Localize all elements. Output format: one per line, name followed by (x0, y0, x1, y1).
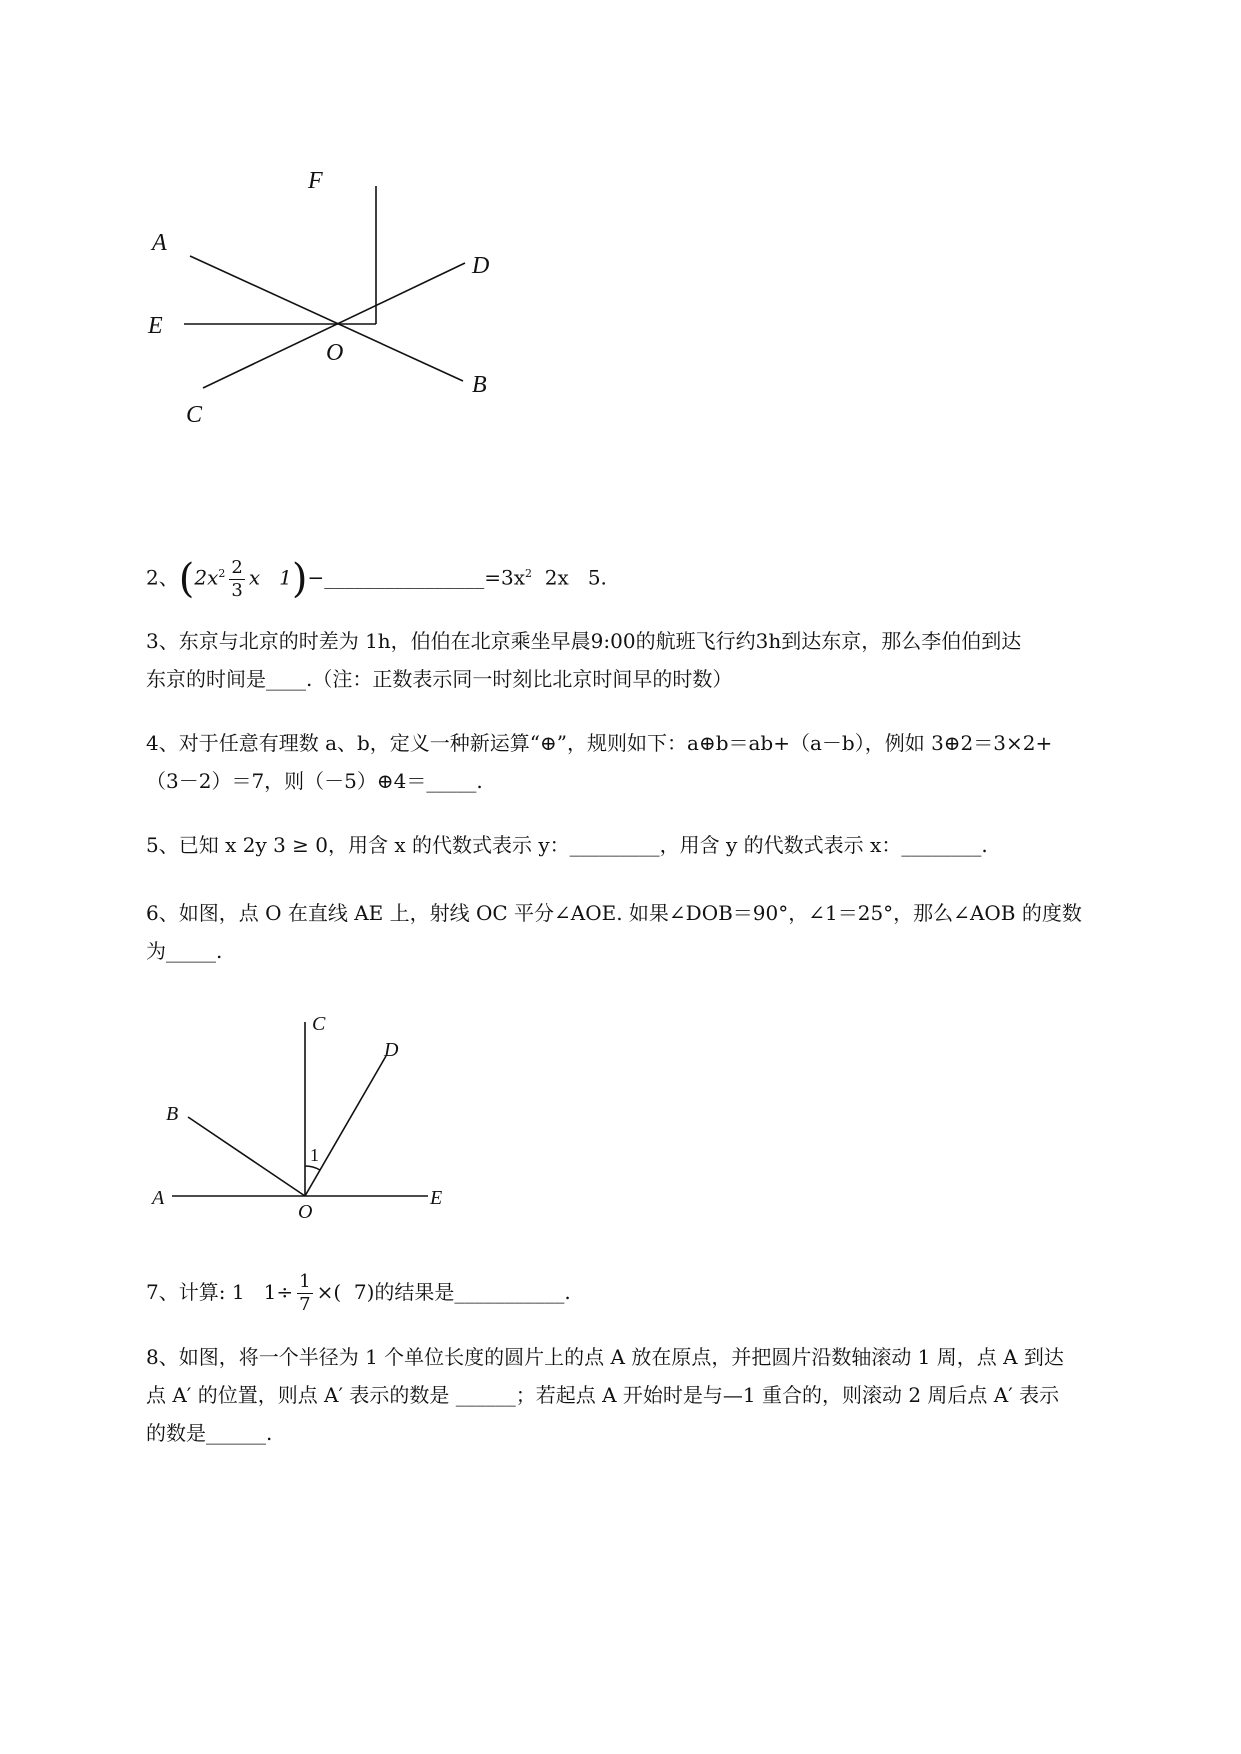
question-4 (146, 724, 1146, 800)
fraction-denominator: 3 (231, 579, 243, 601)
question-line: 东京的时间是____.（注：正数表示同一时刻比北京时间早的时数） (146, 667, 733, 691)
angle-1-arc (305, 1166, 320, 1170)
question-8 (146, 1338, 1146, 1452)
question-line: （3－2）＝7，则（－5）⊕4＝_____. (146, 769, 483, 793)
question-line: 3、东京与北京的时差为 1h，伯伯在北京乘坐早晨9:00的航班飞行约3h到达东京，那么李伯伯到达 (146, 629, 1022, 653)
fraction-two-thirds (229, 556, 244, 601)
fraction-one-seventh (297, 1273, 312, 1314)
question-number: 2、 (146, 565, 179, 590)
label-b: B (472, 372, 487, 398)
question-line: 5、已知 x 2y 3 ≥ 0，用含 x 的代数式表示 y：_________，用含 y 的代数式表示 x：________. (146, 833, 988, 857)
label-o: O (298, 1201, 313, 1223)
fraction-numerator: 1 (299, 1271, 311, 1292)
ray-od (305, 1056, 386, 1196)
fraction-numerator: 2 (231, 556, 243, 578)
question-2 (146, 544, 1146, 608)
right-paren: ) (291, 556, 308, 603)
term-rest: 2x 5. (532, 565, 607, 590)
term-x-1: x 1 (248, 565, 292, 590)
label-f: F (308, 168, 323, 194)
label-angle-1: 1 (310, 1145, 319, 1165)
figure-angle-diagram (148, 1004, 468, 1224)
label-d: D (384, 1039, 399, 1061)
label-c: C (312, 1013, 326, 1035)
ray-ob (188, 1117, 305, 1196)
answer-blank: −________________=3x (307, 565, 526, 590)
question-line: 点 A′ 的位置，则点 A′ 表示的数是 ______；若起点 A 开始时是与—1 重合的，则滚动 2 周后点 A′ 表示 (146, 1383, 1060, 1407)
fraction-denominator: 7 (299, 1294, 311, 1315)
label-e: E (430, 1187, 443, 1209)
question-line: 为_____. (146, 939, 223, 963)
label-d: D (472, 253, 490, 279)
left-paren: ( (178, 556, 195, 603)
term-2x: 2x (194, 565, 219, 590)
question-line: 的数是______. (146, 1421, 273, 1445)
label-a: A (152, 230, 167, 256)
figure-lines-through-o (140, 160, 560, 480)
label-e: E (148, 313, 163, 339)
question-line: 8、如图，将一个半径为 1 个单位长度的圆片上的点 A 放在原点，并把圆片沿数轴滚动 1 周，点 A 到达 (146, 1345, 1064, 1369)
label-c: C (186, 402, 203, 428)
question-5 (146, 826, 1146, 864)
question-6 (146, 894, 1146, 970)
line-cd (203, 263, 465, 388)
label-a: A (152, 1187, 165, 1209)
exponent: 2 (525, 567, 533, 580)
question-7 (146, 1262, 1146, 1322)
question-prefix: 7、计算: (146, 1280, 232, 1304)
expression-part: 1 1÷ (231, 1280, 294, 1304)
label-o: O (326, 340, 344, 366)
question-line: 6、如图，点 O 在直线 AE 上，射线 OC 平分∠AOE. 如果∠DOB＝90°，∠1＝25°，那么∠AOB 的度数 (146, 901, 1082, 925)
question-line: 4、对于任意有理数 a、b，定义一种新运算“⊕”，规则如下：a⊕b＝ab+（a－b），例如 3⊕2＝3×2+ (146, 731, 1053, 755)
label-b: B (166, 1103, 179, 1125)
question-3 (146, 622, 1146, 698)
exponent: 2 (218, 567, 226, 580)
expression-part: ×( 7)的结果是___________. (316, 1280, 571, 1304)
